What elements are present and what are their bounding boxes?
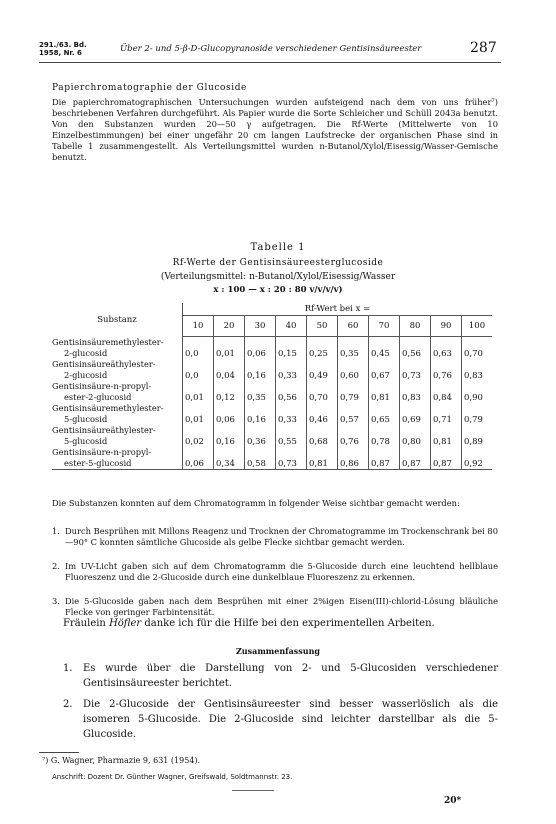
rf-value: 0,89 [462, 425, 493, 447]
summary-number: 1. [63, 663, 73, 674]
summary-heading: Zusammenfassung [235, 646, 321, 656]
substance-line2: ester-5-glucosid [64, 457, 132, 468]
rf-value: 0,55 [276, 425, 307, 447]
rf-value: 0,81 [431, 425, 462, 447]
rf-value: 0,87 [431, 447, 462, 470]
rf-value: 0,12 [214, 381, 245, 403]
summary-item [63, 661, 498, 691]
rf-value: 0,67 [369, 359, 400, 381]
acknowledgement [63, 618, 435, 629]
thanks-before: Fräulein [63, 618, 110, 629]
rf-value: 0,01 [183, 381, 214, 403]
header-rule [39, 62, 501, 63]
table-row [52, 359, 492, 381]
rf-value: 0,73 [400, 359, 431, 381]
running-title: Über 2- und 5-β-D-Glucopyranoside verschiedener Gentisinsäureester [120, 44, 422, 54]
rf-value: 0,81 [307, 447, 338, 470]
column-header: 100 [462, 316, 493, 337]
column-header: 20 [214, 316, 245, 337]
header-meta-line2: 1958, Nr. 6 [39, 49, 82, 57]
rf-value: 0,06 [214, 403, 245, 425]
table-solvent: (Verteilungsmittel: n-Butanol/Xylol/Eisessig/Wasser [160, 272, 396, 282]
rf-value: 0,16 [214, 425, 245, 447]
rf-table [52, 303, 492, 470]
column-header: 60 [338, 316, 369, 337]
rf-value: 0,76 [338, 425, 369, 447]
substance-line1: Gentisinsäuremethylester- [52, 402, 164, 413]
rf-value: 0,87 [369, 447, 400, 470]
column-header: 50 [307, 316, 338, 337]
rf-value: 0,80 [400, 425, 431, 447]
rf-value: 0,04 [214, 359, 245, 381]
signature-mark: 20* [444, 796, 462, 806]
rf-value: 0,78 [369, 425, 400, 447]
rf-value: 0,92 [462, 447, 493, 470]
footnote-rule [39, 752, 79, 753]
rf-value: 0,69 [400, 403, 431, 425]
thanks-name: Höfler [109, 618, 142, 629]
table-row [52, 425, 492, 447]
column-header: 80 [400, 316, 431, 337]
rf-header: Rf-Wert bei x = [183, 303, 493, 316]
rf-value: 0,36 [245, 425, 276, 447]
substance-line2: 5-glucosid [64, 413, 108, 424]
column-header: 70 [369, 316, 400, 337]
substance-line2: ester-2-glucosid [64, 391, 132, 402]
substance-name [52, 425, 183, 447]
author-address: Anschrift: Dozent Dr. Günther Wagner, Greifswald, Soldtmannstr. 23. [52, 773, 293, 781]
list-number: 1. [52, 526, 60, 536]
rf-value: 0,73 [276, 447, 307, 470]
substance-line1: Gentisinsäure-n-propyl- [52, 446, 152, 457]
summary-item [63, 697, 498, 742]
rf-value: 0,65 [369, 403, 400, 425]
rf-value: 0,56 [400, 337, 431, 359]
rf-value: 0,83 [462, 359, 493, 381]
rf-value: 0,58 [245, 447, 276, 470]
header-meta [39, 41, 87, 57]
rf-value: 0,57 [338, 403, 369, 425]
rf-value: 0,33 [276, 359, 307, 381]
column-header: 40 [276, 316, 307, 337]
rf-value: 0,33 [276, 403, 307, 425]
list-number: 2. [52, 561, 60, 571]
rf-value: 0,35 [245, 381, 276, 403]
substance-line1: Gentisinsäure-n-propyl- [52, 380, 152, 391]
substance-name [52, 337, 183, 359]
rf-value: 0,70 [307, 381, 338, 403]
header-meta-line1: 291./63. Bd. [39, 41, 87, 49]
table-ratio: x : 100 — x : 20 : 80 v/v/v/v) [213, 285, 343, 295]
table-title: Tabelle 1 [250, 242, 306, 253]
substance-line1: Gentisinsäureäthylester- [52, 358, 156, 369]
substance-line2: 5-glucosid [64, 435, 108, 446]
summary-text: Die 2-Glucoside der Gentisinsäureester sind besser wasserlöslich als die isomeren 5-Glucoside. Die 2-Glucoside sind leichter darstellbar als die 5-Glucoside. [83, 699, 498, 740]
rf-value: 0,06 [245, 337, 276, 359]
page-number: 287 [470, 40, 497, 56]
table-body [52, 337, 492, 470]
rf-value: 0,68 [307, 425, 338, 447]
paragraph-visualization: Die Substanzen konnten auf dem Chromatogramm in folgender Weise sichtbar gemacht werden: [52, 498, 460, 508]
rf-value: 0,56 [276, 381, 307, 403]
rf-value: 0,0 [183, 359, 214, 381]
list-number: 3. [52, 596, 60, 606]
list-item [52, 561, 498, 583]
substance-header: Substanz [97, 314, 137, 325]
substance-line1: Gentisinsäuremethylester- [52, 336, 164, 347]
rf-value: 0,01 [183, 403, 214, 425]
substance-name [52, 381, 183, 403]
rf-value: 0,84 [431, 381, 462, 403]
section-heading: Papierchromatographie der Glucoside [52, 83, 247, 93]
list-text: Durch Besprühen mit Millons Reagenz und Trocknen der Chromatogramme im Trockenschrank bei 80—90° C konnten sämtliche Glucoside als gelbe Flecke sichtbar gemacht werden. [65, 526, 498, 547]
rf-value: 0,15 [276, 337, 307, 359]
paragraph-methods: Die papierchromatographischen Untersuchungen wurden aufsteigend nach dem von uns früher⁷) beschriebenen Verfahren durchgeführt. Als Papier wurde die Sorte Schleicher und Schüll 2043a benutzt. Von den Substanzen wurden 20—50 γ aufgetragen. Die Rf-Werte (Mittelwerte von 10 Einzelbestimmungen) bei einer ungefähr 20 cm langen Laufstrecke der organischen Phase sind in Tabelle 1 zusammengestellt. Als Verteilungsmittel wurden n-Butanol/Xylol/Eisessig/Wasser-Gemische benutzt. [52, 97, 498, 162]
rf-value: 0,83 [400, 381, 431, 403]
rf-value: 0,45 [369, 337, 400, 359]
table-row [52, 403, 492, 425]
substance-line2: 2-glucosid [64, 369, 108, 380]
thanks-after: danke ich für die Hilfe bei den experimentellen Arbeiten. [141, 618, 435, 629]
column-header: 30 [245, 316, 276, 337]
rf-value: 0,87 [400, 447, 431, 470]
rf-value: 0,63 [431, 337, 462, 359]
rf-value: 0,70 [462, 337, 493, 359]
rf-value: 0,86 [338, 447, 369, 470]
substance-name [52, 359, 183, 381]
list-text: Die 5-Glucoside gaben nach dem Besprühen mit einer 2%igen Eisen(III)-chlorid-Lösung bläuliche Flecke von geringer Farbintensität. [65, 596, 498, 617]
substance-line2: 2-glucosid [64, 347, 108, 358]
list-item [52, 526, 498, 548]
end-rule [232, 790, 274, 791]
rf-value: 0,90 [462, 381, 493, 403]
rf-value: 0,0 [183, 337, 214, 359]
rf-value: 0,79 [338, 381, 369, 403]
rf-value: 0,79 [462, 403, 493, 425]
rf-value: 0,81 [369, 381, 400, 403]
rf-value: 0,25 [307, 337, 338, 359]
rf-value: 0,35 [338, 337, 369, 359]
summary-number: 2. [63, 699, 73, 710]
table-row [52, 447, 492, 470]
column-header: 10 [183, 316, 214, 337]
summary-text: Es wurde über die Darstellung von 2- und 5-Glucosiden verschiedener Gentisinsäureester berichtet. [83, 663, 498, 689]
rf-value: 0,16 [245, 403, 276, 425]
rf-value: 0,49 [307, 359, 338, 381]
rf-value: 0,02 [183, 425, 214, 447]
rf-value: 0,76 [431, 359, 462, 381]
substance-name [52, 403, 183, 425]
footnote: ⁷) G. Wagner, Pharmazie 9, 631 (1954). [42, 756, 201, 765]
rf-value: 0,71 [431, 403, 462, 425]
substance-line1: Gentisinsäureäthylester- [52, 424, 156, 435]
rf-value: 0,06 [183, 447, 214, 470]
rf-value: 0,34 [214, 447, 245, 470]
table-row [52, 337, 492, 359]
table-subtitle: Rf-Werte der Gentisinsäureesterglucoside [172, 258, 384, 268]
substance-name [52, 447, 183, 470]
list-item [52, 596, 498, 618]
rf-value: 0,46 [307, 403, 338, 425]
column-header: 90 [431, 316, 462, 337]
list-text: Im UV-Licht gaben sich auf dem Chromatogramm die 5-Glucoside durch eine leuchtend hellblaue Fluoreszenz und die 2-Glucoside durch eine dunkelblaue Fluoreszenz zu erkennen. [65, 561, 498, 582]
rf-value: 0,16 [245, 359, 276, 381]
table-row [52, 381, 492, 403]
rf-value: 0,01 [214, 337, 245, 359]
rf-value: 0,60 [338, 359, 369, 381]
